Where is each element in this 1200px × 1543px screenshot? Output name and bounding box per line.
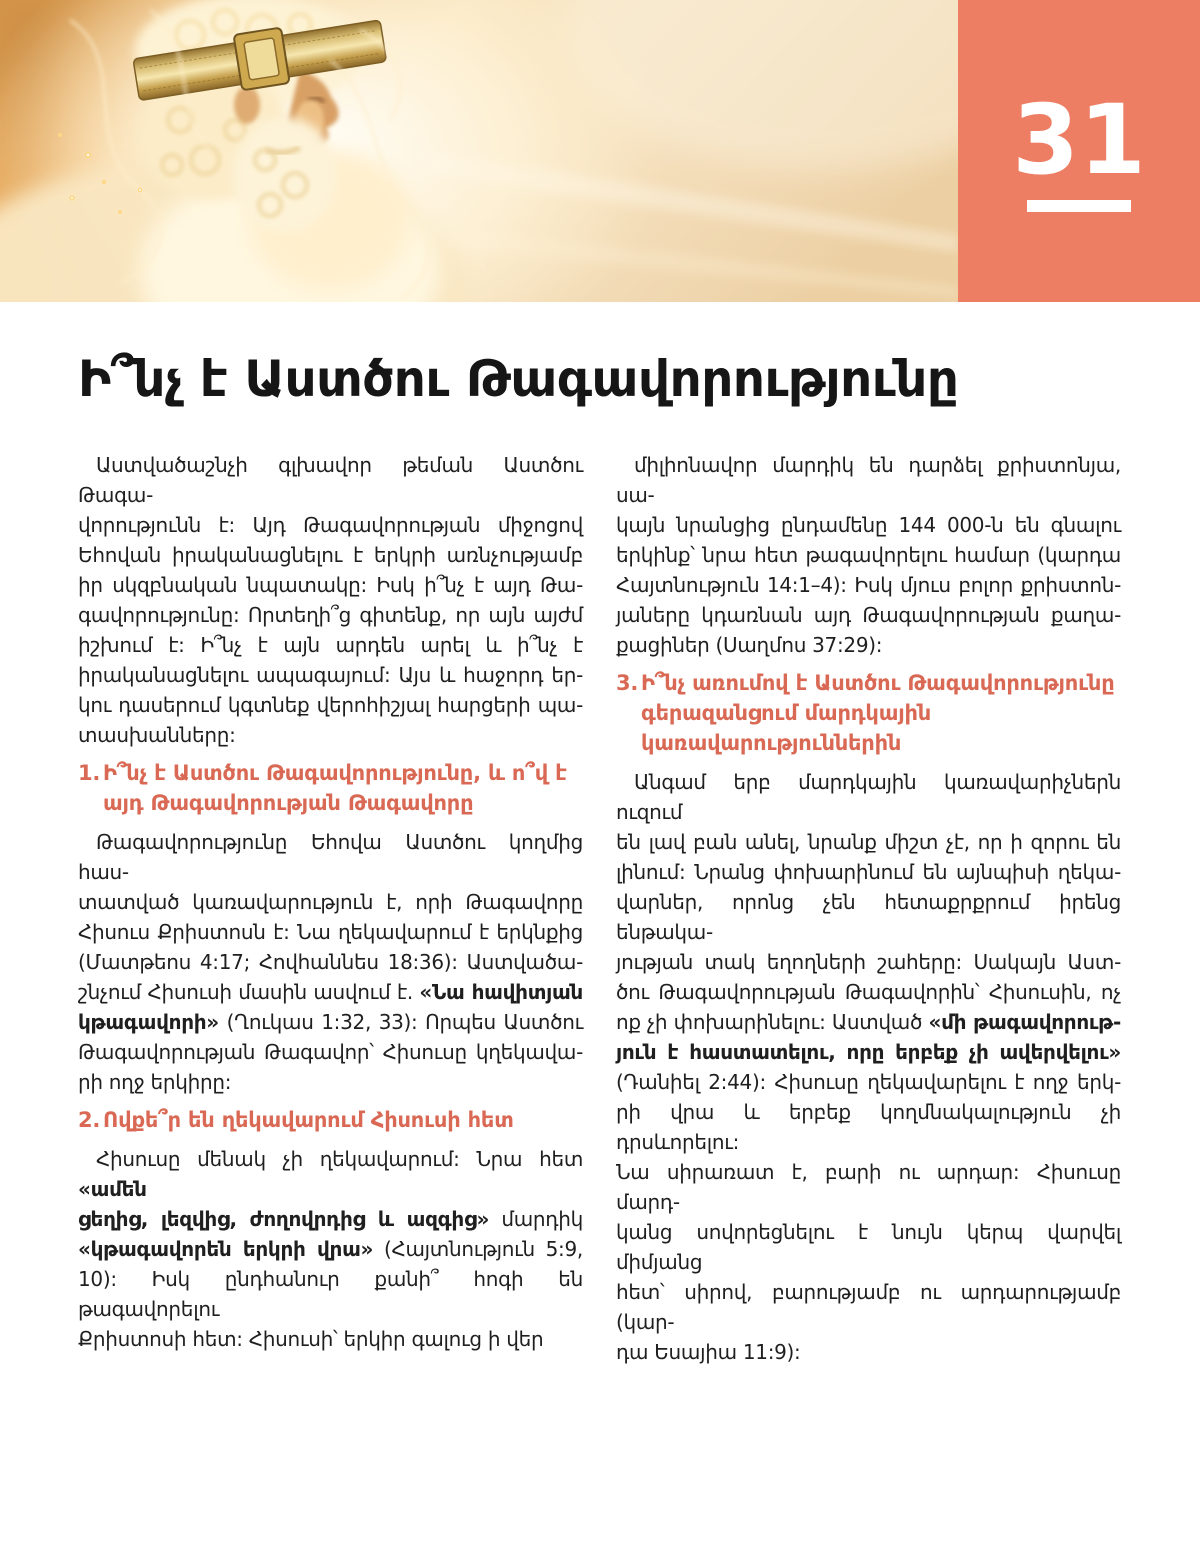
text-line: հետ՝ սիրով, բարությամբ ու արդարությամբ (կար- [616, 1280, 1121, 1334]
body-paragraph [616, 450, 1121, 660]
heading-number: 2. [78, 1108, 101, 1132]
heading-line: գերազանցում մարդկային [641, 701, 932, 725]
text-line: կայն նրանցից ընդամենը 144 000-ն են գնալու [616, 513, 1121, 537]
text-line: յաները կդառնան այդ Թագավորության քաղա- [616, 603, 1121, 627]
text-line: ցեղից, լեզվից, ժողովրդից և ազգից» մարդիկ [78, 1207, 583, 1231]
crowned-king-image [0, 0, 958, 302]
section-heading [616, 668, 1121, 758]
body-paragraph [78, 1144, 583, 1354]
body-paragraph [78, 450, 583, 750]
text-line: միլիոնավոր մարդիկ են դարձել քրիստոնյա, սա- [616, 453, 1121, 507]
text-line: րի ողջ երկիրը: [78, 1070, 232, 1094]
heading-line: Ի՞նչ առումով է Աստծու Թագավորությունը [641, 671, 1115, 695]
text-line: Թագավորությունը Եհովա Աստծու կողմից հաս- [78, 830, 583, 884]
hero-illustration [0, 0, 958, 302]
heading-text [103, 1105, 583, 1135]
text-line: Հիսուսը մենակ չի ղեկավարում: Նրա հետ «ամեն [78, 1147, 583, 1201]
text-line: (Մատթեոս 4:17; Հովհաննես 18:36): Աստվածա- [78, 950, 583, 974]
text-line: կու դասերում կգտնեք վերոհիշյալ հարցերի պա- [78, 693, 583, 717]
text-line: Եհովան իրականացնելու է երկրի առնչությամբ [78, 543, 583, 567]
heading-number: 1. [78, 761, 101, 785]
text-line: վարներ, որոնց չեն հետաքրքրում իրենց ենթակա- [616, 890, 1121, 944]
text-line: ոք չի փոխարինելու: Աստված «մի թագավորութ- [616, 1010, 1121, 1034]
text-line: յության տակ եղողների շահերը: Սակայն Աստ- [616, 950, 1121, 974]
text-line: Հայտնություն 14:1–4): Իսկ մյուս բոլոր քրիստոն- [616, 573, 1121, 597]
text-line: դա Եսայիա 11:9): [616, 1340, 801, 1364]
text-line: իրականացնելու ապագայում: Այս և հաջորդ եր- [78, 663, 583, 687]
heading-line: այդ Թագավորության Թագավորը [103, 791, 474, 815]
heading-text [103, 758, 583, 818]
body-paragraph [616, 767, 1121, 1367]
text-line: Քրիստոսի հետ: Հիսուսի՝ երկիր գալուց ի վեր [78, 1327, 544, 1351]
column-left [78, 450, 583, 1354]
text-line: րի վրա և երբեք կողմնակալություն չի դրսևորելու: [616, 1100, 1121, 1154]
text-line: են լավ բան անել, նրանք միշտ չէ, որ ի զորու են [616, 830, 1121, 854]
body-paragraph [78, 827, 583, 1097]
text-line: Անգամ երբ մարդկային կառավարիչներն ուզում [616, 770, 1121, 824]
section-heading [78, 758, 583, 818]
text-line: (Դանիել 2:44): Հիսուսը ղեկավարելու է ողջ երկ- [616, 1070, 1121, 1094]
text-line: «կթագավորեն երկրի վրա» (Հայտնություն 5:9, [78, 1237, 583, 1261]
heading-text [641, 668, 1121, 758]
heading-number: 3. [616, 671, 639, 695]
text-line: տասխանները: [78, 723, 236, 747]
text-line: լինում: Նրանց փոխարինում են այնպիսի ղեկա- [616, 860, 1121, 884]
page-title: Ի՞նչ է Աստծու Թագավորությունը [78, 350, 959, 408]
heading-line: Ովքե՞ր են ղեկավարում Հիսուսի հետ [103, 1108, 514, 1132]
column-right [616, 450, 1121, 1367]
text-line: Նա սիրառատ է, բարի ու արդար: Հիսուսը մարդ- [616, 1160, 1121, 1214]
chapter-number-badge [958, 0, 1200, 302]
text-line: Հիսուս Քրիստոսն է: Նա ղեկավարում է երկնքից [78, 920, 583, 944]
chapter-number: 31 [1012, 84, 1146, 196]
text-line: կանց սովորեցնելու է նույն կերպ վարվել միմյանց [616, 1220, 1121, 1274]
text-line: իր սկզբնական նպատակը: Իսկ ի՞նչ է այդ Թա- [78, 573, 583, 597]
text-line: երկինք՝ նրա հետ թագավորելու համար (կարդա [616, 543, 1121, 567]
text-line: շնչում Հիսուսի մասին ասվում է. «Նա հավիտյան [78, 980, 583, 1004]
text-line: 10): Իսկ ընդհանուր քանի՞ հոգի են թագավորելու [78, 1267, 583, 1321]
text-line: ծու Թագավորության Թագավորին՝ Հիսուսին, ոչ [616, 980, 1121, 1004]
text-line: կթագավորի» (Ղուկաս 1:32, 33): Որպես Աստծու [78, 1010, 583, 1034]
text-line: քացիներ (Սաղմոս 37:29): [616, 633, 883, 657]
section-heading [78, 1105, 583, 1135]
text-line: գավորությունը: Որտեղի՞ց գիտենք, որ այն այժմ [78, 603, 583, 627]
text-line: յուն է հաստատելու, որը երբեք չի ավերվելու» [616, 1040, 1121, 1064]
text-line: Թագավորության Թագավոր՝ Հիսուսը կղեկավա- [78, 1040, 583, 1064]
heading-line: կառավարություններին [641, 731, 902, 755]
heading-line: Ի՞նչ է Աստծու Թագավորությունը, և ո՞վ է [103, 761, 567, 785]
badge-underline [1027, 200, 1131, 212]
text-line: իշխում է: Ի՞նչ է այն արդեն արել և ի՞նչ է [78, 633, 583, 657]
text-line: Աստվածաշնչի գլխավոր թեման Աստծու Թագա- [78, 453, 583, 507]
text-line: տատված կառավարություն է, որի Թագավորը [78, 890, 583, 914]
text-line: վորությունն է: Այդ Թագավորության միջոցով [78, 513, 583, 537]
